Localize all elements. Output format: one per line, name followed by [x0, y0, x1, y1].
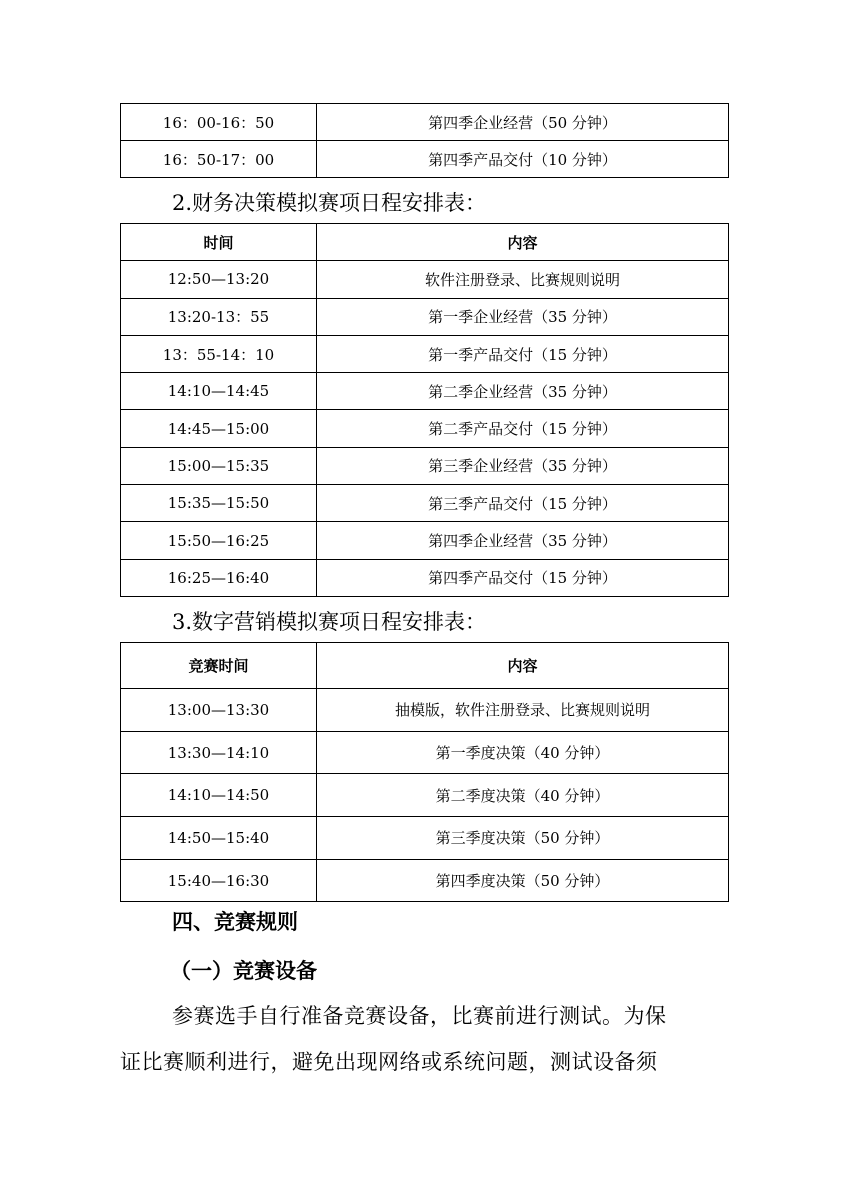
- marketing-schedule-table: [120, 642, 729, 902]
- section-heading-rules: 四、竞赛规则: [172, 910, 298, 934]
- time-cell: 14:10—14:50: [121, 774, 317, 817]
- table-row: [121, 335, 729, 372]
- content-cell: 软件注册登录、比赛规则说明: [317, 261, 729, 298]
- content-cell: 第三季度决策（50 分钟）: [317, 817, 729, 860]
- time-cell: 14:45—15:00: [121, 410, 317, 447]
- content-cell: 第二季产品交付（15 分钟）: [317, 410, 729, 447]
- content-cell: 第四季度决策（50 分钟）: [317, 859, 729, 902]
- table-row: [121, 522, 729, 559]
- table-row: [121, 410, 729, 447]
- table-row: [121, 141, 729, 178]
- schedule-table-continued: [120, 103, 729, 178]
- paragraph-line-1: 参赛选手自行准备竞赛设备，比赛前进行测试。为保: [172, 1004, 667, 1028]
- content-cell: 第四季企业经营（35 分钟）: [317, 522, 729, 559]
- content-cell: 第一季产品交付（15 分钟）: [317, 335, 729, 372]
- content-header: 内容: [317, 643, 729, 689]
- time-cell: 16:25—16:40: [121, 559, 317, 596]
- content-cell: 第三季企业经营（35 分钟）: [317, 447, 729, 484]
- time-cell: 13:00—13:30: [121, 689, 317, 732]
- time-cell: 15:50—16:25: [121, 522, 317, 559]
- content-cell: 第二季度决策（40 分钟）: [317, 774, 729, 817]
- table-row: [121, 731, 729, 774]
- marketing-schedule-heading: 3.数字营销模拟赛项日程安排表：: [172, 610, 487, 634]
- table-row: [121, 261, 729, 298]
- table-header-row: [121, 224, 729, 261]
- table-row: [121, 104, 729, 141]
- content-cell: 第一季企业经营（35 分钟）: [317, 298, 729, 335]
- table-header-row: [121, 643, 729, 689]
- time-cell: 16：00-16：50: [121, 104, 317, 141]
- table-row: [121, 859, 729, 902]
- table-row: [121, 373, 729, 410]
- time-cell: 12:50—13:20: [121, 261, 317, 298]
- time-header: 时间: [121, 224, 317, 261]
- subsection-heading-equipment: （一）竞赛设备: [170, 959, 317, 983]
- finance-schedule-table: [120, 223, 729, 597]
- content-header: 内容: [317, 224, 729, 261]
- time-cell: 13：55-14：10: [121, 335, 317, 372]
- table-row: [121, 298, 729, 335]
- time-cell: 16：50-17：00: [121, 141, 317, 178]
- time-cell: 14:50—15:40: [121, 817, 317, 860]
- time-cell: 15:00—15:35: [121, 447, 317, 484]
- finance-schedule-heading: 2.财务决策模拟赛项日程安排表：: [172, 191, 487, 215]
- table-row: [121, 485, 729, 522]
- content-cell: 第二季企业经营（35 分钟）: [317, 373, 729, 410]
- table-row: [121, 447, 729, 484]
- time-cell: 13:20-13：55: [121, 298, 317, 335]
- table-row: [121, 689, 729, 732]
- paragraph-line-2: 证比赛顺利进行，避免出现网络或系统问题，测试设备须: [120, 1050, 658, 1074]
- content-cell: 第四季企业经营（50 分钟）: [317, 104, 729, 141]
- table-row: [121, 817, 729, 860]
- time-cell: 13:30—14:10: [121, 731, 317, 774]
- content-cell: 第一季度决策（40 分钟）: [317, 731, 729, 774]
- content-cell: 抽模版，软件注册登录、比赛规则说明: [317, 689, 729, 732]
- time-header: 竞赛时间: [121, 643, 317, 689]
- table-row: [121, 559, 729, 596]
- content-cell: 第四季产品交付（10 分钟）: [317, 141, 729, 178]
- content-cell: 第三季产品交付（15 分钟）: [317, 485, 729, 522]
- time-cell: 14:10—14:45: [121, 373, 317, 410]
- time-cell: 15:40—16:30: [121, 859, 317, 902]
- table-row: [121, 774, 729, 817]
- time-cell: 15:35—15:50: [121, 485, 317, 522]
- content-cell: 第四季产品交付（15 分钟）: [317, 559, 729, 596]
